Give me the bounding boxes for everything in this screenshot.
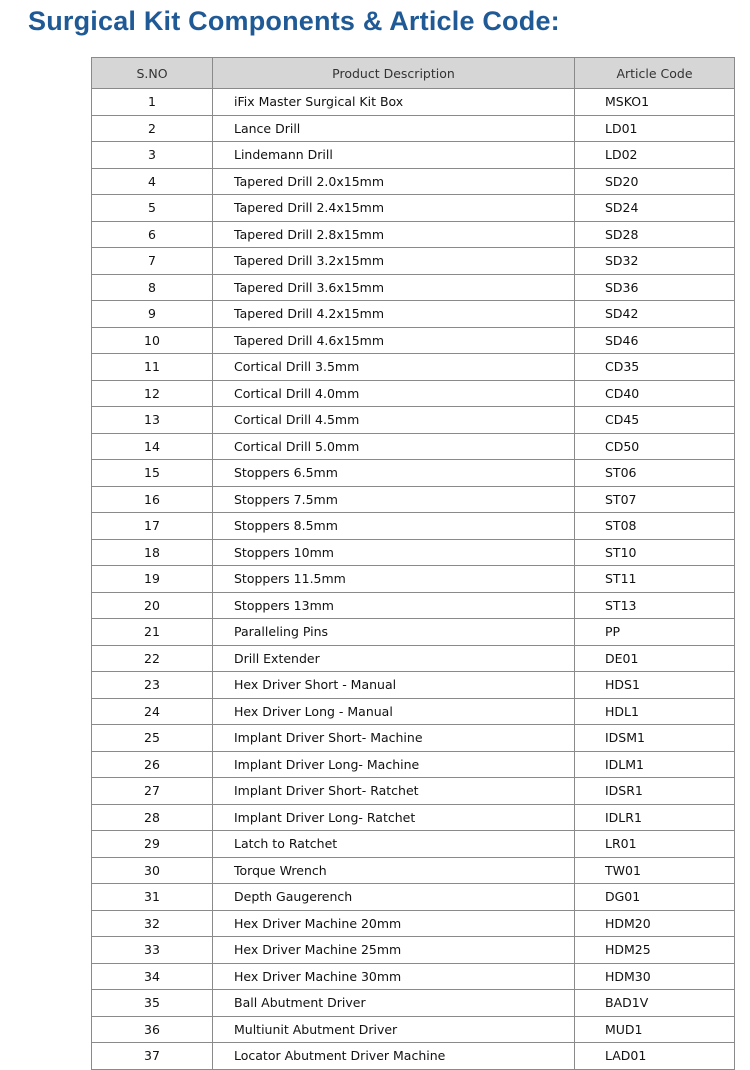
row-sno: 17 (92, 513, 213, 540)
row-description: Cortical Drill 5.0mm (213, 433, 575, 460)
row-article-code: SD24 (575, 195, 735, 222)
table-row (92, 990, 735, 1017)
row-article-code: SD46 (575, 327, 735, 354)
row-description: Lindemann Drill (213, 142, 575, 169)
header-sno: S.NO (92, 58, 213, 89)
row-description: Stoppers 6.5mm (213, 460, 575, 487)
row-article-code: ST07 (575, 486, 735, 513)
table-row (92, 407, 735, 434)
row-description: Tapered Drill 2.8x15mm (213, 221, 575, 248)
row-sno: 11 (92, 354, 213, 381)
row-article-code: MUD1 (575, 1016, 735, 1043)
row-description: Lance Drill (213, 115, 575, 142)
row-article-code: IDSM1 (575, 725, 735, 752)
row-description: Tapered Drill 4.2x15mm (213, 301, 575, 328)
table-header-row (92, 58, 735, 89)
row-sno: 14 (92, 433, 213, 460)
row-article-code: LAD01 (575, 1043, 735, 1070)
table-row (92, 486, 735, 513)
table-row (92, 963, 735, 990)
row-article-code: CD45 (575, 407, 735, 434)
table-row (92, 566, 735, 593)
table-row (92, 725, 735, 752)
row-article-code: HDL1 (575, 698, 735, 725)
row-sno: 8 (92, 274, 213, 301)
row-description: Hex Driver Machine 20mm (213, 910, 575, 937)
row-sno: 34 (92, 963, 213, 990)
header-article-code: Article Code (575, 58, 735, 89)
header-description: Product Description (213, 58, 575, 89)
table-row (92, 937, 735, 964)
row-article-code: SD32 (575, 248, 735, 275)
row-sno: 33 (92, 937, 213, 964)
row-description: Multiunit Abutment Driver (213, 1016, 575, 1043)
table-body (92, 89, 735, 1070)
row-description: Tapered Drill 2.4x15mm (213, 195, 575, 222)
row-article-code: BAD1V (575, 990, 735, 1017)
row-sno: 26 (92, 751, 213, 778)
row-description: Ball Abutment Driver (213, 990, 575, 1017)
row-description: Stoppers 11.5mm (213, 566, 575, 593)
row-article-code: DG01 (575, 884, 735, 911)
row-description: Stoppers 7.5mm (213, 486, 575, 513)
row-description: Hex Driver Machine 25mm (213, 937, 575, 964)
row-article-code: SD36 (575, 274, 735, 301)
table-row (92, 778, 735, 805)
row-sno: 23 (92, 672, 213, 699)
table-row (92, 195, 735, 222)
row-description: Latch to Ratchet (213, 831, 575, 858)
table-row (92, 168, 735, 195)
row-sno: 27 (92, 778, 213, 805)
table-row (92, 804, 735, 831)
row-article-code: CD35 (575, 354, 735, 381)
table-row (92, 884, 735, 911)
row-article-code: ST08 (575, 513, 735, 540)
table-row (92, 301, 735, 328)
row-article-code: SD28 (575, 221, 735, 248)
table-row (92, 513, 735, 540)
row-description: Cortical Drill 3.5mm (213, 354, 575, 381)
row-article-code: IDLM1 (575, 751, 735, 778)
row-description: Tapered Drill 2.0x15mm (213, 168, 575, 195)
row-description: Locator Abutment Driver Machine (213, 1043, 575, 1070)
row-sno: 6 (92, 221, 213, 248)
row-sno: 35 (92, 990, 213, 1017)
row-article-code: ST06 (575, 460, 735, 487)
row-sno: 21 (92, 619, 213, 646)
table-row (92, 380, 735, 407)
row-description: Paralleling Pins (213, 619, 575, 646)
kit-components-table (91, 57, 735, 1070)
table-row (92, 221, 735, 248)
table-row (92, 751, 735, 778)
row-description: Cortical Drill 4.0mm (213, 380, 575, 407)
row-article-code: TW01 (575, 857, 735, 884)
row-description: Implant Driver Short- Machine (213, 725, 575, 752)
row-sno: 36 (92, 1016, 213, 1043)
row-sno: 3 (92, 142, 213, 169)
row-article-code: SD42 (575, 301, 735, 328)
row-sno: 31 (92, 884, 213, 911)
row-article-code: ST13 (575, 592, 735, 619)
row-sno: 29 (92, 831, 213, 858)
row-description: Implant Driver Short- Ratchet (213, 778, 575, 805)
row-sno: 2 (92, 115, 213, 142)
row-sno: 24 (92, 698, 213, 725)
row-sno: 37 (92, 1043, 213, 1070)
row-sno: 15 (92, 460, 213, 487)
row-description: Cortical Drill 4.5mm (213, 407, 575, 434)
row-article-code: ST10 (575, 539, 735, 566)
row-description: Stoppers 8.5mm (213, 513, 575, 540)
row-article-code: IDLR1 (575, 804, 735, 831)
table-row (92, 354, 735, 381)
row-article-code: PP (575, 619, 735, 646)
row-sno: 25 (92, 725, 213, 752)
row-sno: 30 (92, 857, 213, 884)
row-sno: 1 (92, 89, 213, 116)
row-description: Hex Driver Long - Manual (213, 698, 575, 725)
table-row (92, 592, 735, 619)
row-sno: 32 (92, 910, 213, 937)
row-description: Hex Driver Machine 30mm (213, 963, 575, 990)
row-description: Torque Wrench (213, 857, 575, 884)
row-sno: 19 (92, 566, 213, 593)
row-description: Implant Driver Long- Ratchet (213, 804, 575, 831)
table-row (92, 142, 735, 169)
row-article-code: HDS1 (575, 672, 735, 699)
row-sno: 9 (92, 301, 213, 328)
row-sno: 28 (92, 804, 213, 831)
table-row (92, 89, 735, 116)
table-row (92, 672, 735, 699)
row-sno: 5 (92, 195, 213, 222)
row-article-code: IDSR1 (575, 778, 735, 805)
row-article-code: SD20 (575, 168, 735, 195)
table-row (92, 274, 735, 301)
table-row (92, 115, 735, 142)
row-article-code: HDM25 (575, 937, 735, 964)
table-row (92, 831, 735, 858)
row-article-code: ST11 (575, 566, 735, 593)
row-sno: 13 (92, 407, 213, 434)
row-article-code: CD40 (575, 380, 735, 407)
table-row (92, 539, 735, 566)
row-article-code: HDM30 (575, 963, 735, 990)
table-row (92, 248, 735, 275)
table-row (92, 460, 735, 487)
row-sno: 12 (92, 380, 213, 407)
row-sno: 22 (92, 645, 213, 672)
table-row (92, 1043, 735, 1070)
row-description: Tapered Drill 3.2x15mm (213, 248, 575, 275)
row-description: Stoppers 13mm (213, 592, 575, 619)
table-row (92, 619, 735, 646)
table-row (92, 1016, 735, 1043)
table-row (92, 433, 735, 460)
row-description: Drill Extender (213, 645, 575, 672)
row-description: iFix Master Surgical Kit Box (213, 89, 575, 116)
row-article-code: LD02 (575, 142, 735, 169)
table-row (92, 698, 735, 725)
table-row (92, 910, 735, 937)
row-sno: 18 (92, 539, 213, 566)
row-description: Stoppers 10mm (213, 539, 575, 566)
row-description: Hex Driver Short - Manual (213, 672, 575, 699)
row-article-code: LR01 (575, 831, 735, 858)
row-article-code: CD50 (575, 433, 735, 460)
row-article-code: MSKO1 (575, 89, 735, 116)
row-description: Tapered Drill 4.6x15mm (213, 327, 575, 354)
row-sno: 10 (92, 327, 213, 354)
row-description: Depth Gaugerench (213, 884, 575, 911)
row-sno: 7 (92, 248, 213, 275)
row-article-code: HDM20 (575, 910, 735, 937)
table-row (92, 645, 735, 672)
table-row (92, 857, 735, 884)
row-sno: 16 (92, 486, 213, 513)
row-article-code: DE01 (575, 645, 735, 672)
row-description: Implant Driver Long- Machine (213, 751, 575, 778)
page-title: Surgical Kit Components & Article Code: (28, 6, 560, 36)
row-sno: 20 (92, 592, 213, 619)
row-article-code: LD01 (575, 115, 735, 142)
row-sno: 4 (92, 168, 213, 195)
table-row (92, 327, 735, 354)
row-description: Tapered Drill 3.6x15mm (213, 274, 575, 301)
